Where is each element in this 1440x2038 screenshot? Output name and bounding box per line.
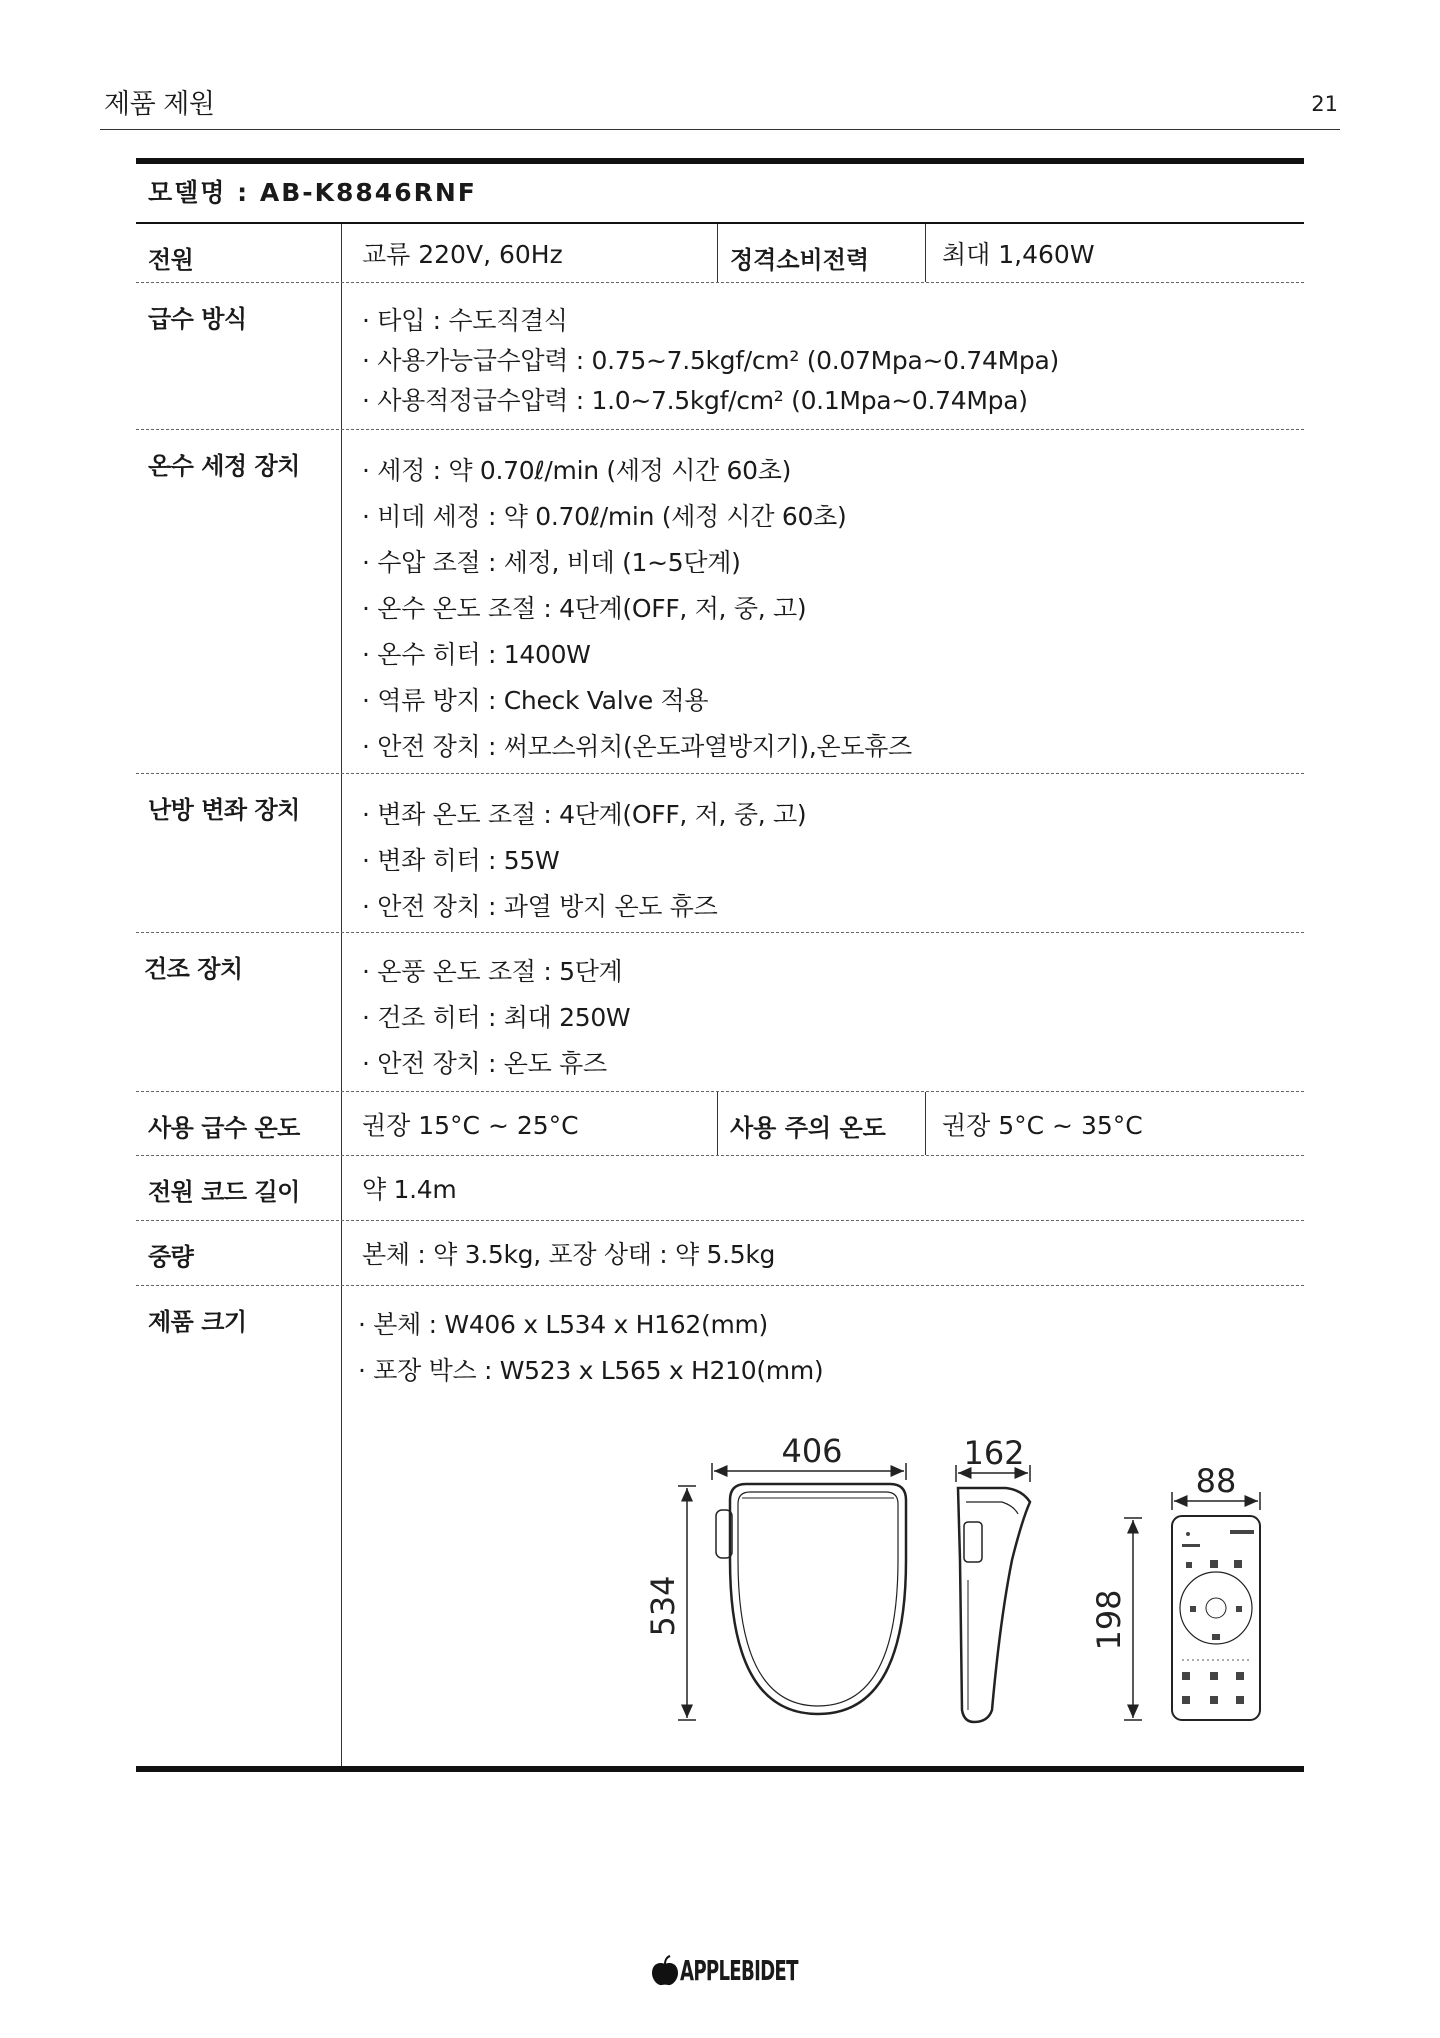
- value-weight: 본체 : 약 3.5kg, 포장 상태 : 약 5.5kg: [362, 1240, 776, 1269]
- table-bottom-rule: [136, 1766, 1304, 1772]
- label-caution-temp: 사용 주의 온도: [718, 1092, 926, 1155]
- washer-line: · 역류 방지 : Check Valve 적용: [362, 686, 709, 715]
- apple-icon: [652, 1956, 678, 1986]
- washer-line: · 수압 조절 : 세정, 비데 (1~5단계): [362, 548, 741, 577]
- page-number: 21: [1311, 92, 1338, 116]
- row-dryer: [136, 933, 1304, 1092]
- washer-line: · 비데 세정 : 약 0.70ℓ/min (세정 시간 60초): [362, 502, 847, 531]
- washer-line: · 세정 : 약 0.70ℓ/min (세정 시간 60초): [362, 456, 792, 485]
- row-seat-heating: [136, 774, 1304, 933]
- dryer-line: · 안전 장치 : 온도 휴즈: [362, 1049, 607, 1078]
- water-supply-line: · 사용가능급수압력 : 0.75~7.5kgf/cm² (0.07Mpa~0.74Mpa): [362, 346, 1059, 375]
- value-dryer: [342, 933, 1304, 1091]
- label-rated-power: 정격소비전력: [718, 224, 926, 282]
- value-rated-power: 최대 1,460W: [942, 240, 1095, 269]
- width-label: 406: [781, 1432, 843, 1470]
- value-power: 교류 220V, 60Hz: [342, 224, 718, 282]
- water-supply-line: · 타입 : 수도직결식: [362, 306, 568, 335]
- row-water-supply: [136, 283, 1304, 430]
- label-size: 제품 크기: [136, 1286, 342, 1766]
- row-weight: [136, 1221, 1304, 1286]
- seat-heating-line: · 변좌 온도 조절 : 4단계(OFF, 저, 중, 고): [362, 800, 807, 829]
- brand-logo-text: APPLEBIDET: [680, 1954, 798, 1987]
- brand-logo: [652, 1950, 798, 1990]
- washer-line: · 온수 온도 조절 : 4단계(OFF, 저, 중, 고): [362, 594, 807, 623]
- remote-height-label: 198: [1090, 1589, 1128, 1651]
- header-divider: [100, 129, 1340, 130]
- row-power: [136, 224, 1304, 283]
- row-temperature: [136, 1092, 1304, 1156]
- model-name: 모델명 : AB-K8846RNF: [136, 164, 1304, 224]
- value-seat-heating: [342, 774, 1304, 932]
- label-dryer: 건조 장치: [136, 933, 342, 1091]
- page-title: 제품 제원: [104, 89, 215, 120]
- height-label: 162: [963, 1434, 1025, 1472]
- dimension-drawing: [644, 1410, 1290, 1750]
- dryer-line: · 건조 히터 : 최대 250W: [362, 1003, 631, 1032]
- label-weight: 중량: [136, 1221, 342, 1285]
- label-supply-temp: 사용 급수 온도: [136, 1092, 342, 1155]
- washer-line: · 온수 히터 : 1400W: [362, 640, 591, 669]
- washer-line: · 안전 장치 : 써모스위치(온도과열방지기),온도휴즈: [362, 732, 912, 761]
- remote-width-label: 88: [1195, 1462, 1237, 1500]
- label-washer: 온수 세정 장치: [136, 430, 342, 773]
- value-cord: 약 1.4m: [362, 1175, 457, 1204]
- water-supply-line: · 사용적정급수압력 : 1.0~7.5kgf/cm² (0.1Mpa~0.74Mpa): [362, 386, 1028, 415]
- size-line: · 포장 박스 : W523 x L565 x H210(mm): [358, 1356, 824, 1385]
- dryer-line: · 온풍 온도 조절 : 5단계: [362, 957, 623, 986]
- label-water-supply: 급수 방식: [136, 283, 342, 429]
- row-washer: [136, 430, 1304, 774]
- label-seat-heating: 난방 변좌 장치: [136, 774, 342, 932]
- length-label: 534: [644, 1575, 682, 1637]
- row-cord: [136, 1156, 1304, 1221]
- label-power: 전원: [136, 224, 342, 282]
- seat-heating-line: · 변좌 히터 : 55W: [362, 846, 560, 875]
- label-cord: 전원 코드 길이: [136, 1156, 342, 1220]
- value-supply-temp: 권장 15°C ~ 25°C: [342, 1092, 718, 1155]
- size-line: · 본체 : W406 x L534 x H162(mm): [358, 1310, 768, 1339]
- seat-heating-line: · 안전 장치 : 과열 방지 온도 휴즈: [362, 892, 718, 921]
- value-water-supply: [342, 283, 1304, 429]
- value-caution-temp: 권장 5°C ~ 35°C: [942, 1110, 1143, 1140]
- value-washer: [342, 430, 1304, 773]
- dimension-diagram: [644, 1410, 1290, 1750]
